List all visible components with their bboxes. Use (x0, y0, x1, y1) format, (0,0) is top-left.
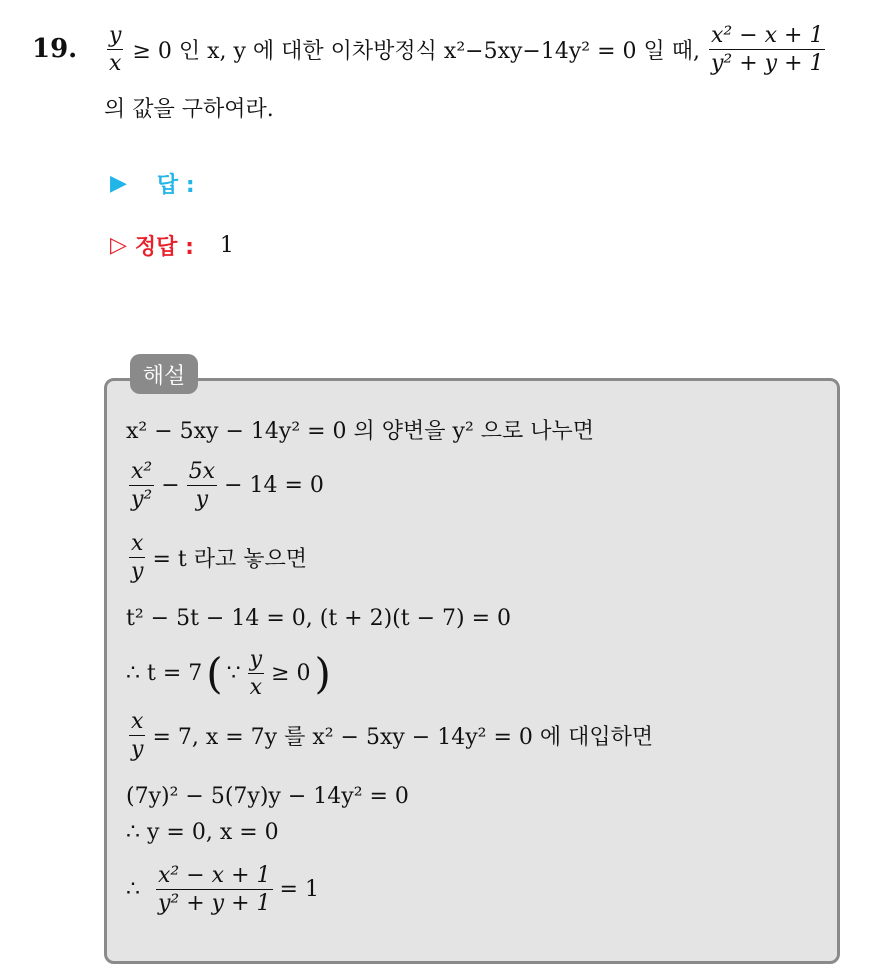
solution-step-3: $\frac{x}{y}$ = t 라고 놓으면 (131, 531, 307, 585)
fraction: $\frac{x}{y}$ (131, 531, 144, 585)
fraction: $\frac{\text{x²}}{\text{y²}}$ (131, 459, 153, 513)
condition-fraction: $\frac{y}{x}$ (109, 23, 122, 77)
problem-number: 19. (32, 34, 78, 64)
target-fraction: $\frac{\text{x² − x + 1}}{\text{y² + y + 1}}$ (710, 23, 824, 77)
fraction: $\frac{\text{x² − x + 1}}{\text{y² + y + 1}}$ (158, 863, 271, 917)
solution-step-9: ∴ $\frac{\text{x² − x + 1}}{\text{y² + y + 1}}$ = 1 (126, 863, 319, 917)
solution-step-4: t² − 5t − 14 = 0, (t + 2)(t − 7) = 0 (126, 606, 511, 631)
correct-answer-label: 정답 : (134, 235, 194, 260)
outline-triangle-icon: ▷ (110, 233, 127, 258)
solution-tab: 해설 (130, 354, 198, 394)
correct-answer (110, 230, 234, 261)
fraction: $\frac{y}{x}$ (249, 647, 263, 701)
correct-answer-value: 1 (219, 233, 234, 258)
solution-step-5: ∴ t = 7 ( ∵ $\frac{y}{x}$ ≥ 0 ) (126, 647, 331, 701)
answer-field (110, 168, 195, 199)
answer-label: 답 : (156, 173, 195, 198)
solution-step-2: $\frac{\text{x²}}{\text{y²}}$ − $\frac{5x}{y}$ − 14 = 0 (131, 459, 324, 513)
problem-statement-line1 (104, 24, 829, 75)
solution-step-6: $\frac{x}{y}$ = 7, x = 7y 를 x² − 5xy − 14y² = 0 에 대입하면 (131, 709, 654, 763)
solution-step-8: ∴ y = 0, x = 0 (126, 820, 279, 845)
fraction: $\frac{5x}{y}$ (188, 459, 216, 513)
problem-condition-text: ≥ 0 인 x, y 에 대한 이차방정식 x²−5xy−14y² = 0 일 때, (132, 39, 700, 65)
play-triangle-icon: ▶ (110, 171, 127, 196)
fraction: $\frac{x}{y}$ (131, 709, 144, 763)
solution-step-7: (7y)² − 5(7y)y − 14y² = 0 (126, 784, 409, 809)
solution-step-1: x² − 5xy − 14y² = 0 의 양변을 y² 으로 나누면 (126, 419, 595, 444)
problem-statement-line2: 의 값을 구하여라. (104, 97, 274, 122)
